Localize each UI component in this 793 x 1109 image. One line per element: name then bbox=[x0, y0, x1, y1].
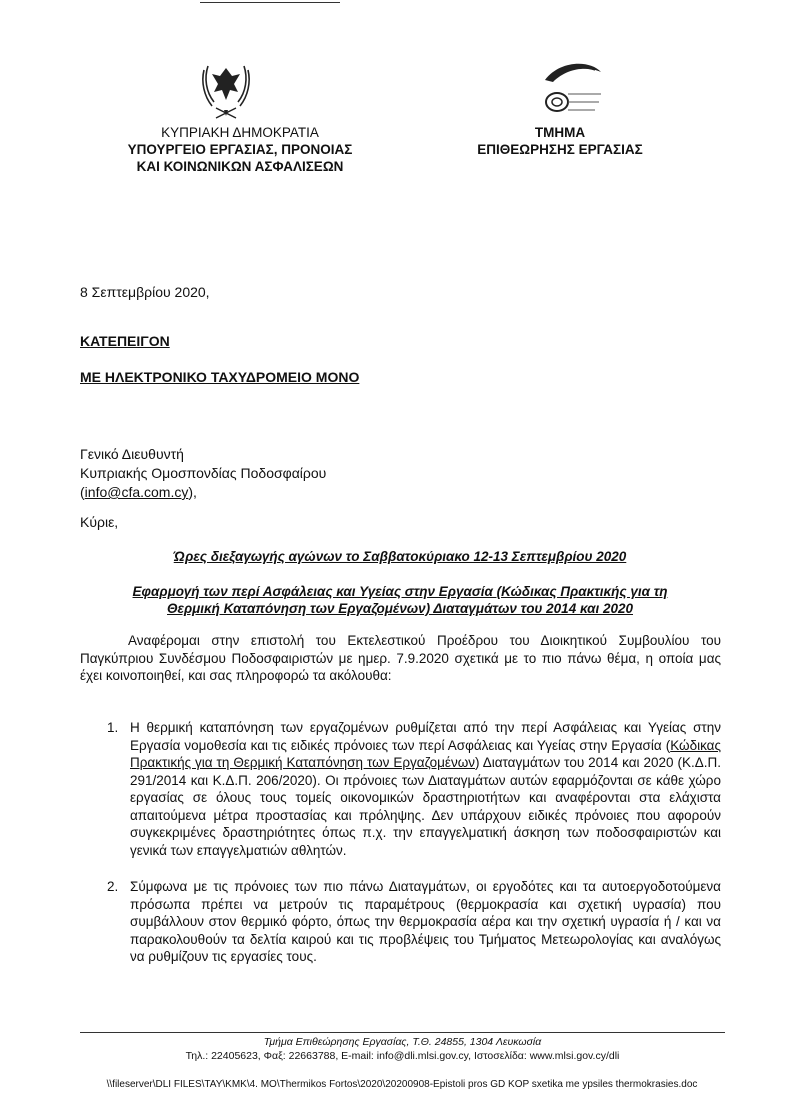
footer-divider bbox=[80, 1032, 725, 1033]
recipient-organization: Κυπριακής Ομοσπονδίας Ποδοσφαίρου bbox=[80, 465, 327, 481]
intro-paragraph: Αναφέρομαι στην επιστολή του Εκτελεστικού Προέδρου του Διοικητικού Συμβουλίου του Παγκύπριου Συνδέσμου Ποδοσφαιριστών με ημερ. 7.9.2020 σχετικά με το πιο πάνω θέμα, η οποία μας έχει κοινοποιηθεί, και σας πληροφορώ τα ακόλουθα: bbox=[80, 633, 721, 683]
cyprus-coat-of-arms-icon bbox=[198, 58, 254, 122]
salutation: Κύριε, bbox=[80, 514, 119, 530]
list-item-1-text-a: Η θερμική καταπόνηση των εργαζομένων ρυθμίζεται από την περί Ασφάλειας και Υγείας στην Εργασία νομοθεσία και τις ειδικές πρόνοιες των περί Ασφάλειας και Υγείας στην Εργασία ( bbox=[130, 720, 721, 753]
urgent-label: ΚΑΤΕΠΕΙΓΟΝ bbox=[80, 333, 170, 349]
department-logo-icon bbox=[535, 58, 605, 118]
recipient-address bbox=[80, 445, 326, 502]
ministry-name-line1: ΥΠΟΥΡΓΕΙΟ ΕΡΓΑΣΙΑΣ, ΠΡΟΝΟΙΑΣ bbox=[127, 142, 353, 157]
department-name-line1: ΤΜΗΜΑ bbox=[534, 125, 586, 140]
subject-line-2b: Θερμική Καταπόνηση των Εργαζομένων) Διαταγμάτων του 2014 και 2020 bbox=[167, 601, 633, 616]
email-close-paren: ), bbox=[188, 484, 197, 500]
list-item-1 bbox=[107, 719, 721, 859]
list-item-2-text: Σύμφωνα με τις πρόνοιες των πιο πάνω Διαταγμάτων, οι εργοδότες και τα αυτοεργοδοτούμενα πρόσωπα πρέπει να μετρούν τις παραμέτρους (θερμοκρασία και σχετική υγρασία) που συμβάλλουν στον θερμικό φόρτο, όπως την θερμοκρασία αέρα και την σχετική υγρασία ή / και να παρακολουθούν τα δελτία καιρού και τις προβλέψεις του Τμήματος Μετεωρολογίας και αναλόγως να ρυθμίζουν τις εργασίες τους. bbox=[130, 879, 721, 964]
recipient-title: Γενικό Διευθυντή bbox=[80, 446, 184, 462]
department-name-line2: ΕΠΙΘΕΩΡΗΣΗΣ ΕΡΓΑΣΙΑΣ bbox=[477, 142, 643, 157]
subject-line-2a: Εφαρμογή των περί Ασφάλειας και Υγείας στην Εργασία (Κώδικας Πρακτικής για τη bbox=[132, 584, 668, 599]
list-item-2 bbox=[107, 878, 721, 966]
subject-line-1: Ώρες διεξαγωγής αγώνων το Σαββατοκύριακο 12-13 Σεπτεμβρίου 2020 bbox=[173, 549, 627, 564]
list-item-1-text bbox=[130, 719, 721, 859]
recipient-email-line bbox=[80, 483, 326, 502]
delivery-method-label: ΜΕ ΗΛΕΚΤΡΟΝΙΚΟ ΤΑΧΥΔΡΟΜΕΙΟ ΜΟΝΟ bbox=[80, 369, 360, 385]
top-divider bbox=[200, 2, 340, 3]
subject-line-2 bbox=[80, 583, 720, 617]
list-item-1-number: 1. bbox=[107, 720, 119, 735]
email-open-paren: ( bbox=[80, 484, 85, 500]
letter-date: 8 Σεπτεμβρίου 2020, bbox=[80, 284, 210, 300]
country-name: ΚΥΠΡΙΑΚΗ ΔΗΜΟΚΡΑΤΙΑ bbox=[161, 125, 319, 140]
list-item-2-number: 2. bbox=[107, 879, 119, 894]
list-item-1-text-b: ) Διαταγμάτων του 2014 και 2020 (Κ.Δ.Π. 291/2014 και Κ.Δ.Π. 206/2020). Οι πρόνοιες των Διαταγμάτων αυτών εφαρμόζονται σε κάθε χώρο εργασίας σε όλους τους τομείς οικονομικών δραστηριοτήτων και αναφέρονται στα ελάχιστα απαιτούμενα μέτρα προστασίας και πρόληψης. Δεν υπάρχουν ειδικές πρόνοιες που αφορούν συγκεκριμένες δραστηριότητες όπως π.χ. την επαγγελματική άσκηση των ποδοσφαιριστών και γενικά των επαγγελματιών αθλητών. bbox=[130, 755, 721, 858]
ministry-name-line2: ΚΑΙ ΚΟΙΝΩΝΙΚΩΝ ΑΣΦΑΛΙΣΕΩΝ bbox=[136, 159, 344, 174]
recipient-email-link[interactable]: info@cfa.com.cy bbox=[84, 484, 189, 500]
footer-address: Τμήμα Επιθεώρησης Εργασίας, Τ.Θ. 24855, 1304 Λευκωσία bbox=[263, 1036, 542, 1048]
file-path: \\fileserver\DLI FILES\TAY\KMK\4. MO\Thermikos Fortos\2020\20200908-Epistoli pros GD KOP sxetika me ypsiles thermokrasies.doc bbox=[106, 1079, 698, 1090]
ministry-header bbox=[105, 124, 375, 175]
footer-contact: Τηλ.: 22405623, Φαξ: 22663788, E-mail: info@dli.mlsi.gov.cy, Ιστοσελίδα: www.mlsi.gov.cy/dli bbox=[185, 1050, 620, 1062]
department-header bbox=[460, 124, 660, 158]
list-item-1-underlined: Κώδικας Πρακτικής για τη Θερμική Καταπόνηση των Εργαζομένων bbox=[130, 737, 721, 770]
